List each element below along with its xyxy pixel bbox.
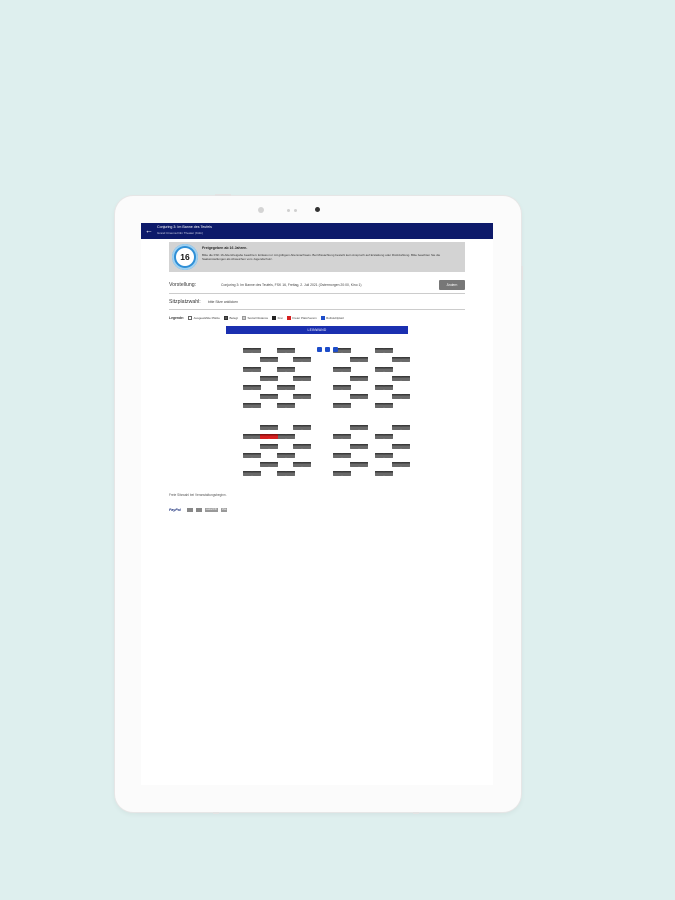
- seat[interactable]: [269, 357, 278, 362]
- seat[interactable]: [286, 403, 295, 408]
- seat[interactable]: [333, 453, 342, 458]
- app-bar: [141, 223, 493, 239]
- seat[interactable]: [243, 471, 252, 476]
- sitzplatzwahl-label: Sitzplatzwahl:: [169, 299, 201, 305]
- legend-label: Frei: [277, 316, 283, 320]
- seat[interactable]: [359, 357, 368, 362]
- tablet-frame: [115, 196, 521, 812]
- hardware-button: [215, 194, 231, 196]
- legend-label: Rollstuhlplatz: [326, 316, 344, 320]
- seat[interactable]: [277, 453, 286, 458]
- seat[interactable]: [401, 462, 410, 467]
- legend-item: [272, 316, 283, 320]
- seat[interactable]: [293, 444, 302, 449]
- legend-item: [242, 316, 268, 320]
- seat[interactable]: [286, 434, 295, 439]
- seat[interactable]: [401, 376, 410, 381]
- seat[interactable]: [342, 453, 351, 458]
- seat[interactable]: [342, 367, 351, 372]
- vorstellung-value: Conjuring 3: Im Banne des Teufels, FSK 16, Freitag, 2. Juli 2021 (Ostermorgen 20:00, Kino 1): [221, 283, 362, 287]
- fsk-badge-number: 16: [176, 248, 194, 266]
- legend-item: [188, 316, 220, 320]
- legend-label: Belegt: [229, 316, 238, 320]
- seat[interactable]: [359, 462, 368, 467]
- sensor-icon: [287, 209, 290, 212]
- seat[interactable]: [384, 453, 393, 458]
- seat[interactable]: [260, 376, 269, 381]
- seat[interactable]: [384, 434, 393, 439]
- age-notice: [169, 242, 465, 272]
- divider: [169, 293, 465, 294]
- seat[interactable]: [302, 462, 311, 467]
- screen-stage-label: LEINWAND: [226, 326, 408, 334]
- seat[interactable]: [243, 434, 252, 439]
- seat[interactable]: [252, 367, 261, 372]
- seat[interactable]: [375, 434, 384, 439]
- divider: [169, 309, 465, 310]
- seat[interactable]: [293, 357, 302, 362]
- seat[interactable]: [342, 471, 351, 476]
- seat[interactable]: [333, 471, 342, 476]
- seat[interactable]: [333, 385, 342, 390]
- seat[interactable]: [243, 453, 252, 458]
- legend-label: Freier Platz/verein: [292, 316, 317, 320]
- payment-badge: Lastschrift: [205, 508, 217, 511]
- seat[interactable]: [350, 425, 359, 430]
- seat[interactable]: [302, 394, 311, 399]
- seat[interactable]: [286, 453, 295, 458]
- legend-swatch: [242, 316, 246, 320]
- seat[interactable]: [401, 394, 410, 399]
- seat[interactable]: [342, 434, 351, 439]
- legend-swatch: [272, 316, 276, 320]
- seat[interactable]: [359, 444, 368, 449]
- seat[interactable]: [350, 462, 359, 467]
- back-arrow-icon[interactable]: ←: [145, 226, 153, 235]
- seat[interactable]: [375, 403, 384, 408]
- movie-title: Conjuring 3: Im Banne des Teufels: [157, 225, 212, 229]
- seat[interactable]: [350, 357, 359, 362]
- payment-methods: [169, 508, 230, 512]
- sensor-icon: [294, 209, 297, 212]
- camera-icon: [315, 207, 320, 212]
- legend-item: [287, 316, 317, 320]
- seat[interactable]: [392, 462, 401, 467]
- seat[interactable]: [333, 434, 342, 439]
- seat[interactable]: [392, 376, 401, 381]
- legend-swatch: [321, 316, 325, 320]
- seat[interactable]: [342, 348, 351, 353]
- seat[interactable]: [302, 425, 311, 430]
- seat[interactable]: [401, 357, 410, 362]
- seat[interactable]: [243, 403, 252, 408]
- change-showtime-button[interactable]: Ändern: [439, 280, 465, 290]
- hardware-button: [413, 812, 419, 814]
- age-notice-text: Bitte die FSK 16-Altersfreigabe beachten: Einlass nur mit gültigem Altersnachweis. Bei Missachtung besteht kein Anspruch auf Erstattung oder Rückzahlung. Bitte beachten Sie die Saalumstellungen als Abweichen vom Jugendschutz.: [202, 253, 441, 262]
- sensor-icon: [258, 207, 264, 213]
- seat[interactable]: [243, 348, 252, 353]
- legend-swatch: [188, 316, 192, 320]
- vorstellung-label: Vorstellung:: [169, 282, 197, 288]
- seat[interactable]: [277, 434, 286, 439]
- seat[interactable]: [342, 403, 351, 408]
- seat[interactable]: [375, 367, 384, 372]
- paypal-logo: PayPal: [169, 508, 181, 512]
- seat[interactable]: [277, 385, 286, 390]
- seat[interactable]: [375, 471, 384, 476]
- seat[interactable]: [277, 471, 286, 476]
- seat-legend: [169, 315, 348, 321]
- legend-label: Social Distance: [247, 316, 269, 320]
- seat[interactable]: [243, 385, 252, 390]
- seat[interactable]: [359, 376, 368, 381]
- payment-badge: Visa: [221, 508, 227, 511]
- wheelchair-seat-icon[interactable]: [325, 347, 330, 352]
- seat[interactable]: [375, 453, 384, 458]
- hardware-button: [521, 266, 523, 280]
- seat[interactable]: [375, 348, 384, 353]
- seat[interactable]: [384, 403, 393, 408]
- seat[interactable]: [293, 462, 302, 467]
- seat[interactable]: [359, 394, 368, 399]
- wheelchair-seat-icon[interactable]: [317, 347, 322, 352]
- seat[interactable]: [350, 376, 359, 381]
- seat[interactable]: [350, 394, 359, 399]
- seat[interactable]: [350, 444, 359, 449]
- seat[interactable]: [384, 471, 393, 476]
- seat[interactable]: [252, 471, 261, 476]
- legend-swatch: [224, 316, 228, 320]
- seat[interactable]: [333, 403, 342, 408]
- seat[interactable]: [384, 385, 393, 390]
- wheelchair-seat-icon[interactable]: [333, 347, 338, 352]
- seat-selected[interactable]: [260, 434, 269, 439]
- hardware-button: [213, 812, 219, 814]
- app-screen: [141, 223, 493, 785]
- seat[interactable]: [293, 394, 302, 399]
- fsk-16-icon: [172, 244, 198, 270]
- seat[interactable]: [260, 357, 269, 362]
- seat[interactable]: [269, 376, 278, 381]
- cinema-name: Grand Cinema Film Theater (Köln): [157, 231, 203, 235]
- seat[interactable]: [252, 385, 261, 390]
- seat[interactable]: [293, 376, 302, 381]
- seat[interactable]: [260, 425, 269, 430]
- seat[interactable]: [401, 425, 410, 430]
- seat[interactable]: [277, 367, 286, 372]
- seat[interactable]: [277, 403, 286, 408]
- seat[interactable]: [252, 453, 261, 458]
- seat[interactable]: [392, 394, 401, 399]
- seat[interactable]: [375, 385, 384, 390]
- legend-item: [224, 316, 238, 320]
- legend-swatch: [287, 316, 291, 320]
- age-notice-heading: Freigegeben ab 16 Jahren.: [202, 246, 248, 250]
- seat[interactable]: [286, 367, 295, 372]
- seat[interactable]: [293, 425, 302, 430]
- seat[interactable]: [286, 348, 295, 353]
- card-icon: [187, 508, 193, 512]
- seat[interactable]: [260, 444, 269, 449]
- card-icon: [196, 508, 202, 512]
- seat[interactable]: [252, 403, 261, 408]
- footer-note: Freie Sitzwahl bei Veranstaltungsbeginn.: [169, 493, 227, 497]
- seat[interactable]: [333, 367, 342, 372]
- sitzplatzwahl-hint: bitte Sitze anklicken: [208, 300, 238, 304]
- seat[interactable]: [269, 425, 278, 430]
- seat[interactable]: [269, 394, 278, 399]
- seat[interactable]: [401, 444, 410, 449]
- legend-label: Ausgewählte Plätze: [193, 316, 220, 320]
- seat[interactable]: [286, 385, 295, 390]
- seat[interactable]: [252, 348, 261, 353]
- seat-selected[interactable]: [269, 434, 278, 439]
- legend-item: [321, 316, 344, 320]
- seat[interactable]: [384, 367, 393, 372]
- seat[interactable]: [342, 385, 351, 390]
- seat[interactable]: [392, 357, 401, 362]
- seat[interactable]: [277, 348, 286, 353]
- seat[interactable]: [384, 348, 393, 353]
- seat[interactable]: [392, 444, 401, 449]
- seat[interactable]: [359, 425, 368, 430]
- seat[interactable]: [302, 376, 311, 381]
- seat[interactable]: [302, 444, 311, 449]
- seat[interactable]: [260, 462, 269, 467]
- seat[interactable]: [260, 394, 269, 399]
- seat[interactable]: [302, 357, 311, 362]
- seat[interactable]: [392, 425, 401, 430]
- seat[interactable]: [286, 471, 295, 476]
- seat[interactable]: [269, 444, 278, 449]
- seat[interactable]: [269, 462, 278, 467]
- legend-title: Legende:: [169, 316, 185, 320]
- seat[interactable]: [243, 367, 252, 372]
